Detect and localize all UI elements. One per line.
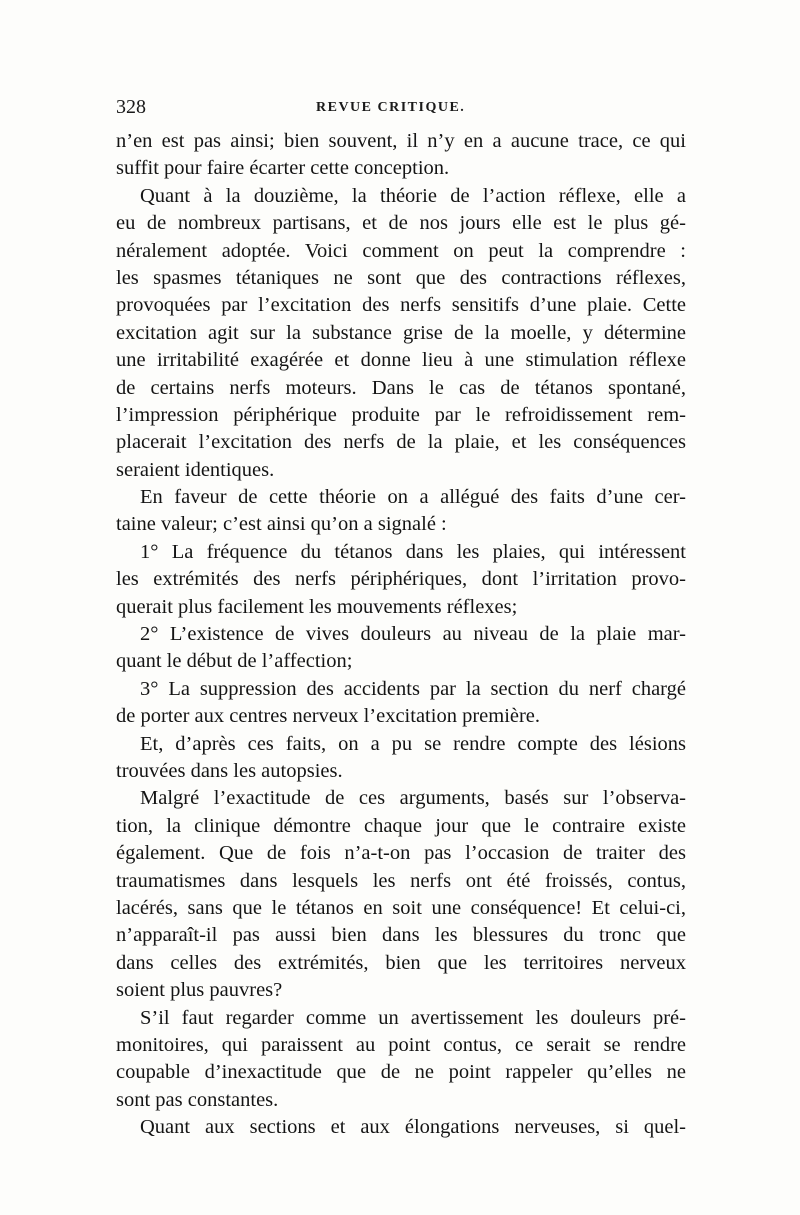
text-line: une irritabilité exagérée et donne lieu à une stimulation réflexe xyxy=(116,349,686,372)
text-line: 2° L’existence de vives douleurs au niveau de la plaie mar- xyxy=(140,623,686,646)
text-line: lacérés, sans que le tétanos en soit une conséquence! Et celui-ci, xyxy=(116,896,686,919)
text-line: de porter aux centres nerveux l’excitation première. xyxy=(116,705,541,728)
text-line: querait plus facilement les mouvements réflexes; xyxy=(116,595,518,618)
text-line: l’impression périphérique produite par le refroidissement rem- xyxy=(116,403,686,426)
text-line: Malgré l’exactitude de ces arguments, basés sur l’observa- xyxy=(140,787,686,810)
text-line: les spasmes tétaniques ne sont que des contractions réflexes, xyxy=(116,266,686,289)
text-line: de certains nerfs moteurs. Dans le cas de tétanos spontané, xyxy=(116,376,686,399)
text-line: coupable d’inexactitude que de ne point rappeler qu’elles ne xyxy=(116,1061,686,1084)
text-line: traumatismes dans lesquels les nerfs ont été froissés, contus, xyxy=(116,869,686,892)
text-line: monitoires, qui paraissent au point contus, ce serait se rendre xyxy=(116,1033,686,1056)
text-line: dans celles des extrémités, bien que les territoires nerveux xyxy=(116,951,686,974)
text-line: taine valeur; c’est ainsi qu’on a signalé : xyxy=(116,513,447,536)
text-line: également. Que de fois n’a-t-on pas l’occasion de traiter des xyxy=(116,842,686,865)
text-line: En faveur de cette théorie on a allégué des faits d’une cer- xyxy=(140,486,686,509)
text-line: Et, d’après ces faits, on a pu se rendre compte des lésions xyxy=(140,732,686,755)
text-line: néralement adoptée. Voici comment on peut la comprendre : xyxy=(116,239,686,262)
text-line: eu de nombreux partisans, et de nos jours elle est le plus gé- xyxy=(116,212,686,235)
text-line: soient plus pauvres? xyxy=(116,979,283,1002)
text-line: S’il faut regarder comme un avertissement les douleurs pré- xyxy=(140,1006,686,1029)
text-line: 3° La suppression des accidents par la section du nerf chargé xyxy=(140,677,686,700)
text-line: suffit pour faire écarter cette conception. xyxy=(116,157,450,180)
text-line: 1° La fréquence du tétanos dans les plaies, qui intéressent xyxy=(140,540,686,563)
text-line: provoquées par l’excitation des nerfs sensitifs d’une plaie. Cette xyxy=(116,294,686,317)
page-header xyxy=(116,96,686,120)
body-text xyxy=(116,128,686,1141)
text-line: quant le début de l’affection; xyxy=(116,650,353,673)
text-line: sont pas constantes. xyxy=(116,1088,279,1111)
text-line: n’en est pas ainsi; bien souvent, il n’y en a aucune trace, ce qui xyxy=(116,130,686,152)
text-line: Quant à la douzième, la théorie de l’action réflexe, elle a xyxy=(140,184,686,207)
text-line: trouvées dans les autopsies. xyxy=(116,759,343,782)
text-line: placerait l’excitation des nerfs de la plaie, et les conséquences xyxy=(116,431,686,454)
text-line: les extrémités des nerfs périphériques, dont l’irritation provo- xyxy=(116,568,686,591)
text-line: n’apparaît-il pas aussi bien dans les blessures du tronc que xyxy=(116,924,686,947)
text-line: tion, la clinique démontre chaque jour que le contraire existe xyxy=(116,814,686,837)
page-number: 328 xyxy=(116,96,146,118)
text-line: excitation agit sur la substance grise de la moelle, y détermine xyxy=(116,321,686,344)
running-head: REVUE CRITIQUE. xyxy=(316,100,466,115)
text-line: seraient identiques. xyxy=(116,458,275,481)
text-line: Quant aux sections et aux élongations nerveuses, si quel- xyxy=(140,1116,686,1139)
